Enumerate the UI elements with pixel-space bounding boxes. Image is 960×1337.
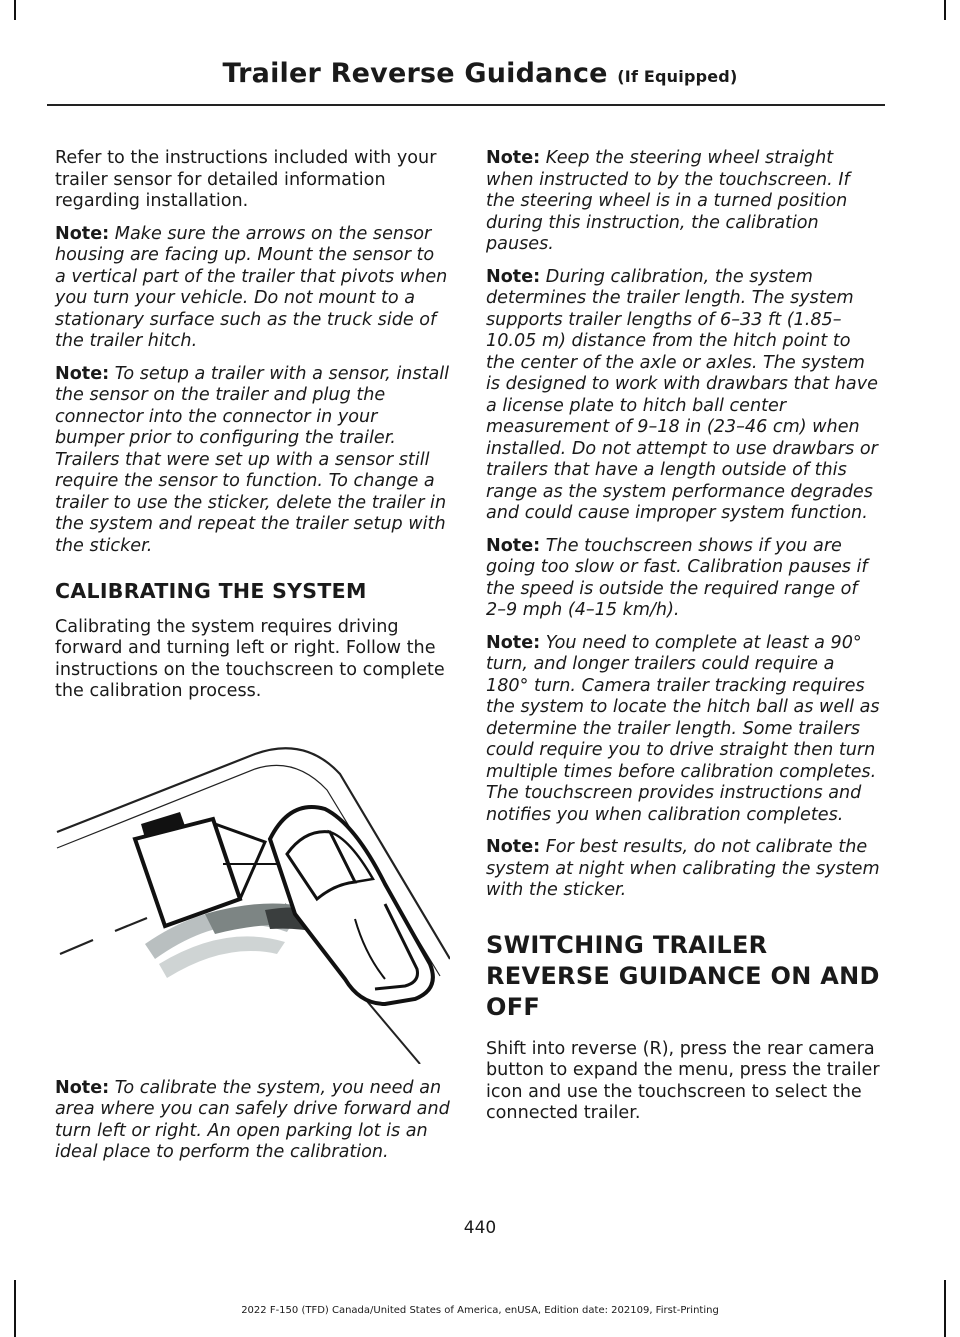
page-number: 440 bbox=[463, 1218, 497, 1238]
note-label: Note: bbox=[486, 837, 541, 857]
header-rule bbox=[47, 104, 885, 106]
page-title-main: Trailer Reverse Guidance bbox=[222, 58, 608, 89]
switching-paragraph: Shift into reverse (R), press the rear camera button to expand the menu, press the trailer icon and use the touchscreen to select the connected trailer. bbox=[486, 1038, 880, 1123]
note-text: You need to complete at least a 90° turn, and longer trailers could require a 180° turn. Camera trailer tracking requires the system to locate the hitch ball as well as determine the trailer length. Some trailers could require you to drive straight then turn multiple times before calibration completes. The touchscreen provides instructions and notifies you when calibration completes. bbox=[486, 632, 880, 825]
section-heading-calibrating: CALIBRATING THE SYSTEM bbox=[55, 579, 367, 603]
crop-mark-top-left bbox=[14, 0, 16, 20]
page-title-suffix: (If Equipped) bbox=[617, 67, 738, 86]
left-column bbox=[55, 148, 450, 1175]
note-label: Note: bbox=[486, 266, 541, 287]
note-text: To setup a trailer with a sensor, install the sensor on the trailer and plug the connector into the connector in your bumper prior to configuring the trailer. Trailers that were set up with a sensor still require the sensor to function. To change a trailer to use the sticker, delete the trailer in the system and repeat the trailer setup with the sticker. bbox=[55, 363, 450, 556]
heading-line: REVERSE GUIDANCE ON AND bbox=[486, 961, 880, 990]
calibration-illustration bbox=[55, 714, 450, 1064]
note-steering-straight bbox=[486, 148, 881, 256]
footer-edition: 2022 F-150 (TFD) Canada/United States of America, enUSA, Edition date: 202109, First-Printing bbox=[241, 1305, 719, 1316]
note-turn-requirement bbox=[486, 633, 881, 827]
note-text: The touchscreen shows if you are going too slow or fast. Calibration pauses if the speed is outside the required range of 2–9 mph (4–15 km/h). bbox=[486, 535, 868, 620]
note-label: Note: bbox=[486, 148, 541, 168]
note-label: Note: bbox=[55, 1077, 110, 1098]
calibrating-paragraph: Calibrating the system requires driving forward and turning left or right. Follow the instructions on the touchscreen to complete the calibration process. bbox=[55, 616, 445, 701]
note-text: During calibration, the system determines the trailer length. The system supports trailer lengths of 6–33 ft (1.85–10.05 m) distance from the hitch point to the center of the axle or axles. The system is designed to work with drawbars that have a license plate to hitch ball center measurement of 9–18 in (23–46 cm) when installed. Do not attempt to use drawbars or trailers that have a length outside of this range as the system performance degrades and could cause improper system function. bbox=[486, 266, 878, 523]
crop-mark-top-right bbox=[944, 0, 946, 20]
note-sensor-arrows bbox=[55, 224, 450, 353]
note-sensor-setup bbox=[55, 364, 450, 558]
truck-trailer-turning-icon bbox=[55, 714, 450, 1064]
note-label: Note: bbox=[55, 223, 110, 244]
note-label: Note: bbox=[486, 632, 541, 653]
note-calibration-area bbox=[55, 1078, 450, 1164]
note-text: Make sure the arrows on the sensor housing are facing up. Mount the sensor to a vertical part of the trailer that pivots when you turn your vehicle. Do not mount to a stationary surface such as the truck side of the trailer hitch. bbox=[55, 223, 448, 351]
page-title bbox=[0, 58, 960, 89]
heading-line: SWITCHING TRAILER bbox=[486, 930, 768, 959]
note-label: Note: bbox=[486, 535, 541, 556]
note-text: Keep the steering wheel straight when instructed to by the touchscreen. If the steering wheel is in a turned position during this instruction, the calibration pauses. bbox=[486, 148, 850, 254]
section-heading-switching bbox=[486, 930, 881, 1023]
note-label: Note: bbox=[55, 363, 110, 384]
note-text: To calibrate the system, you need an area where you can safely drive forward and turn left or right. An open parking lot is an ideal place to perform the calibration. bbox=[55, 1077, 450, 1162]
note-speed-range bbox=[486, 536, 881, 622]
note-night-calibration bbox=[486, 837, 881, 902]
right-column bbox=[486, 148, 881, 1136]
note-trailer-length bbox=[486, 267, 881, 525]
note-text: For best results, do not calibrate the system at night when calibrating the system with the sticker. bbox=[486, 837, 880, 900]
intro-paragraph: Refer to the instructions included with your trailer sensor for detailed information regarding installation. bbox=[55, 148, 437, 211]
heading-line: OFF bbox=[486, 992, 541, 1021]
